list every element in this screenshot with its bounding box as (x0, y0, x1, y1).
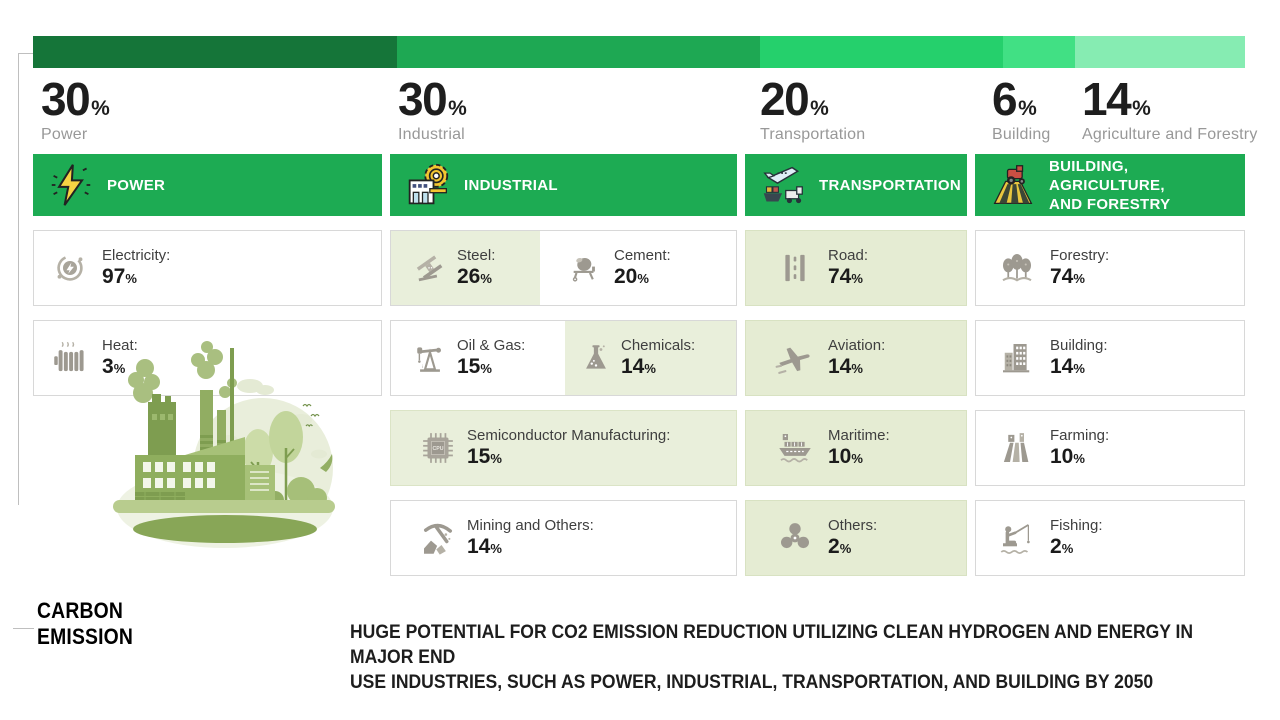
stat-agriculture-label: Agriculture and Forestry (1082, 126, 1258, 143)
farming-icon (996, 427, 1038, 469)
stat-power-label: Power (41, 126, 88, 143)
card-maritime (745, 410, 967, 486)
cpu-icon (417, 427, 459, 469)
card-semiconductor-value: 15% (467, 444, 502, 468)
stat-building-label: Building (992, 126, 1051, 143)
card-road-label: Road: (828, 246, 869, 264)
propeller-icon (774, 517, 816, 559)
stat-building-value: 6% (992, 73, 1037, 125)
stat-agriculture-value: 14% (1082, 73, 1151, 125)
card-electricity-label: Electricity: (102, 246, 171, 264)
card-oil-gas-label: Oil & Gas: (457, 336, 526, 354)
ship-icon (774, 427, 816, 469)
card-building (975, 320, 1245, 396)
header-power-label: POWER (107, 176, 166, 194)
stat-industrial-value: 30% (398, 73, 467, 125)
card-mining-label: Mining and Others: (467, 516, 594, 534)
stat-industrial (398, 73, 467, 144)
pickaxe-icon (417, 517, 459, 559)
card-chemicals-label: Chemicals: (621, 336, 696, 354)
connector-line-bottom (13, 628, 34, 629)
card-oil-gas-value: 15% (457, 354, 492, 378)
card-mining-value: 14% (467, 534, 502, 558)
stat-power-value: 30% (41, 73, 110, 125)
header-building-agriculture-label: BUILDING, AGRICULTURE, AND FORESTRY (1049, 157, 1171, 213)
card-farming-value: 10% (1050, 444, 1085, 468)
stat-power (41, 73, 110, 144)
steel-icon (413, 251, 447, 285)
card-heat-label: Heat: (102, 336, 138, 354)
card-fishing-label: Fishing: (1050, 516, 1103, 534)
card-building-value: 14% (1050, 354, 1085, 378)
header-industrial (390, 154, 737, 216)
lightning-icon (49, 163, 93, 207)
headline-text: HUGE POTENTIAL FOR CO2 EMISSION REDUCTION UTILIZING CLEAN HYDROGEN AND ENERGY IN MAJOR END USE INDUSTRIES, SUCH AS POWER, INDUSTRIAL, TRANSPORTATION, AND BUILDING BY 2050 (350, 621, 1194, 693)
fishing-icon (996, 517, 1038, 559)
eco-factory-illustration (105, 340, 340, 550)
svg-text:CPU: CPU (432, 446, 444, 453)
factory-icon (406, 163, 450, 207)
emission-share-bar (33, 36, 1245, 68)
card-semiconductor-label: Semiconductor Manufacturing: (467, 426, 671, 444)
stat-transportation-value: 20% (760, 73, 829, 125)
card-fishing (975, 500, 1245, 576)
card-steel-label: Steel: (457, 246, 496, 264)
chemical-flask-icon (579, 341, 613, 375)
card-maritime-label: Maritime: (828, 426, 890, 444)
farm-icon (991, 163, 1035, 207)
header-transportation-label: TRANSPORTATION (819, 176, 961, 194)
card-steel (391, 231, 540, 305)
card-building-label: Building: (1050, 336, 1108, 354)
card-aviation (745, 320, 967, 396)
card-cement (540, 231, 736, 305)
bar-segment-industrial (397, 36, 761, 68)
cement-mixer-icon (568, 251, 602, 285)
building-icon (996, 337, 1038, 379)
card-maritime-value: 10% (828, 444, 863, 468)
road-icon (774, 247, 816, 289)
card-others-transport (745, 500, 967, 576)
connector-line-vertical (18, 53, 19, 505)
column-building-agriculture (975, 154, 1245, 576)
electricity-icon (49, 247, 91, 289)
card-aviation-label: Aviation: (828, 336, 886, 354)
card-electricity-value: 97% (102, 264, 137, 288)
bar-segment-agriculture (1075, 36, 1245, 68)
stat-transportation (760, 73, 866, 144)
transport-icon (761, 163, 805, 207)
bar-segment-power (33, 36, 397, 68)
page-title: CARBON EMISSION (37, 598, 134, 649)
stat-industrial-label: Industrial (398, 126, 465, 143)
card-mining (390, 500, 737, 576)
column-industrial (390, 154, 737, 576)
card-forestry-label: Forestry: (1050, 246, 1110, 264)
svg-text:i: i (422, 363, 424, 369)
card-road-value: 74% (828, 264, 863, 288)
card-semiconductor (390, 410, 737, 486)
card-chemicals-value: 14% (621, 354, 656, 378)
airplane-icon (774, 337, 816, 379)
card-chemicals (565, 321, 736, 395)
connector-line-top (18, 53, 34, 54)
bar-segment-transportation (760, 36, 1002, 68)
column-transportation (745, 154, 967, 576)
card-forestry-value: 74% (1050, 264, 1085, 288)
card-row-steel-cement (390, 230, 737, 306)
bar-segment-building (1003, 36, 1076, 68)
header-power (33, 154, 382, 216)
card-road (745, 230, 967, 306)
radiator-icon (49, 337, 91, 379)
card-cement-value: 20% (614, 264, 649, 288)
card-fishing-value: 2% (1050, 534, 1074, 558)
card-cement-label: Cement: (614, 246, 671, 264)
card-row-oil-chemicals (390, 320, 737, 396)
card-farming (975, 410, 1245, 486)
stat-transportation-label: Transportation (760, 126, 866, 143)
stat-agriculture (1082, 73, 1258, 144)
stat-building (992, 73, 1051, 144)
card-heat-value: 3% (102, 354, 126, 378)
card-farming-label: Farming: (1050, 426, 1110, 444)
card-oil-gas (391, 321, 565, 395)
header-industrial-label: INDUSTRIAL (464, 176, 558, 194)
card-aviation-value: 14% (828, 354, 863, 378)
card-others-value: 2% (828, 534, 852, 558)
oil-pump-icon (413, 341, 447, 375)
card-steel-value: 26% (457, 264, 492, 288)
card-forestry (975, 230, 1245, 306)
card-others-label: Others: (828, 516, 878, 534)
header-transportation (745, 154, 967, 216)
card-electricity (33, 230, 382, 306)
header-building-agriculture (975, 154, 1245, 216)
forestry-icon (996, 247, 1038, 289)
